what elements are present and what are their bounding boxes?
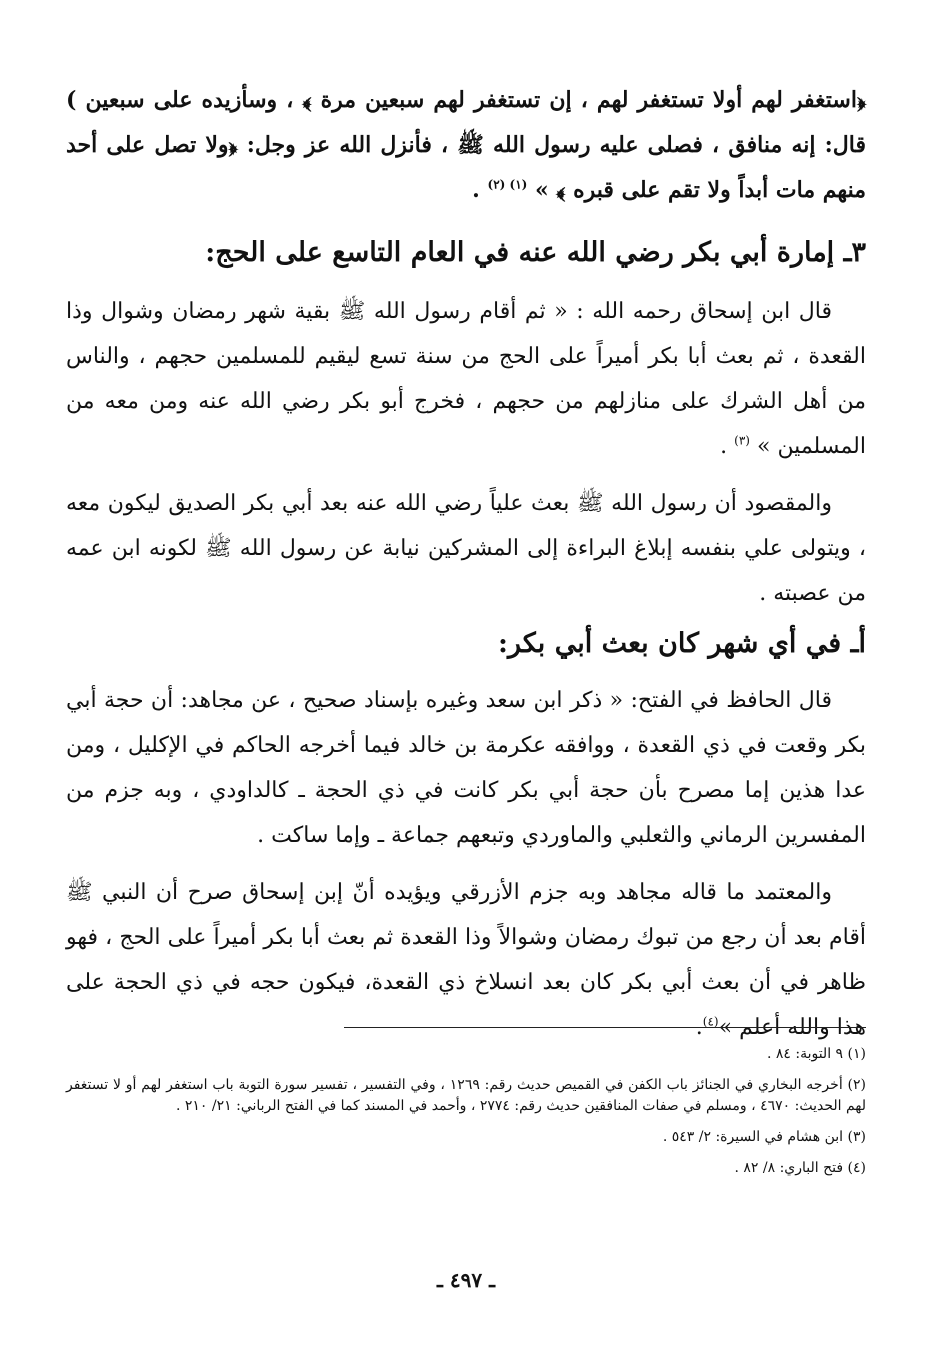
footnote-1 [66, 1044, 866, 1065]
paragraph-maqsud: والمقصود أن رسول الله ﷺ بعث علياً رضي الله عنه بعد أبي بكر الصديق ليكون معه ، ويتولى علي بنفسه إبلاغ البراءة إلى المشركين نيابة عن رسول الله ﷺ لكونه ابن عمه من عصبته . [66, 491, 866, 606]
footnote-text: ٩ التوبة: ٨٤ . [766, 1046, 844, 1062]
footnotes [66, 1044, 866, 1189]
paragraph-end: . [695, 1015, 703, 1040]
paragraph-end: . [720, 434, 735, 459]
paragraph-text: والمعتمد ما قاله مجاهد وبه جزم الأزرقي ويؤيده أنّ إبن إسحاق صرح أن النبي ﷺ أقام بعد أن رجع من تبوك رمضان وشوالاً وذا القعدة ثم بعث أبا بكر أميراً على الحج ، فهو ظاهر في أن بعث أبي بكر كان بعد انسلاخ ذي القعدة، فيكون حجه في ذي الحجة على هذا والله أعلم » [66, 880, 866, 1040]
footnote-text: فتح الباري: ٨/ ٨٢ . [734, 1160, 844, 1176]
footnote-ref: (٣) [734, 433, 750, 448]
footnote-3 [66, 1127, 866, 1148]
footnote-2 [66, 1075, 866, 1117]
subsection-heading-a: أـ في أي شهر كان بعث أبي بكر: [498, 628, 866, 659]
paragraph-ibn-ishaq [66, 289, 866, 469]
footnote-number: (٢) [847, 1077, 867, 1093]
paragraph-mutamad [66, 870, 866, 1050]
section-heading-3: ٣ـ إمارة أبي بكر رضي الله عنه في العام التاسع على الحج: [205, 237, 866, 268]
footnote-ref: (٤) [702, 1014, 719, 1029]
paragraph-end: . [472, 177, 488, 203]
paragraph-text: ﴿استغفر لهم أولا تستغفر لهم ، إن تستغفر لهم سبعين مرة ﴾ ، وسأزيده على سبعين ) قال: إنه منافق ، فصلى عليه رسول الله ﷺ ، فأنزل الله عز وجل: ﴿ولا تصل على أحد منهم مات أبداً ولا تقم على قبره ﴾ » [66, 87, 866, 203]
page-number: ـ ٤٩٧ ـ [437, 1268, 495, 1292]
main-text [66, 78, 866, 1050]
footnote-4 [66, 1158, 866, 1179]
footnote-divider [344, 1027, 866, 1028]
footnote-number: (٣) [847, 1129, 866, 1145]
paragraph-text: قال ابن إسحاق رحمه الله : « ثم أقام رسول الله ﷺ بقية شهر رمضان وشوال وذا القعدة ، ثم بعث أبا بكر أميراً على الحج من سنة تسع ليقيم للمسلمين حجهم ، والناس من أهل الشرك على منازلهم من حجهم ، فخرج أبو بكر رضي الله عنه ومن معه من المسلمين » [66, 299, 866, 459]
footnote-number: (١) [847, 1046, 866, 1062]
footnote-text: ابن هشام في السيرة: ٢/ ٥٤٣ . [662, 1129, 844, 1145]
footnote-ref: (١) (٢) [487, 177, 528, 192]
footnote-number: (٤) [847, 1160, 866, 1176]
paragraph-quran-quote [66, 78, 866, 213]
footnote-text: أخرجه البخاري في الجنائز باب الكفن في القميص حديث رقم: ١٢٦٩ ، وفي التفسير ، تفسير سورة التوبة باب استغفر لهم أو لا تستغفر لهم الحديث: ٤٦٧٠ ، ومسلم في صفات المنافقين حديث رقم: ٢٧٧٤ ، وأحمد في المسند كما في الفتح الرباني: ٢١/ ٢١٠ . [66, 1077, 866, 1114]
paragraph-hafiz: قال الحافظ في الفتح: « ذكر ابن سعد وغيره بإسناد صحيح ، عن مجاهد: أن حجة أبي بكر وقعت في ذي القعدة ، ووافقه عكرمة بن خالد فيما أخرجه الحاكم في الإكليل ، ومن عدا هذين إما مصرح بأن حجة أبي بكر كانت في ذي الحجة ـ كالداودي ، وبه جزم من المفسرين الرماني والثعلبي والماوردي وتبعهم جماعة ـ وإما ساكت . [66, 688, 866, 848]
